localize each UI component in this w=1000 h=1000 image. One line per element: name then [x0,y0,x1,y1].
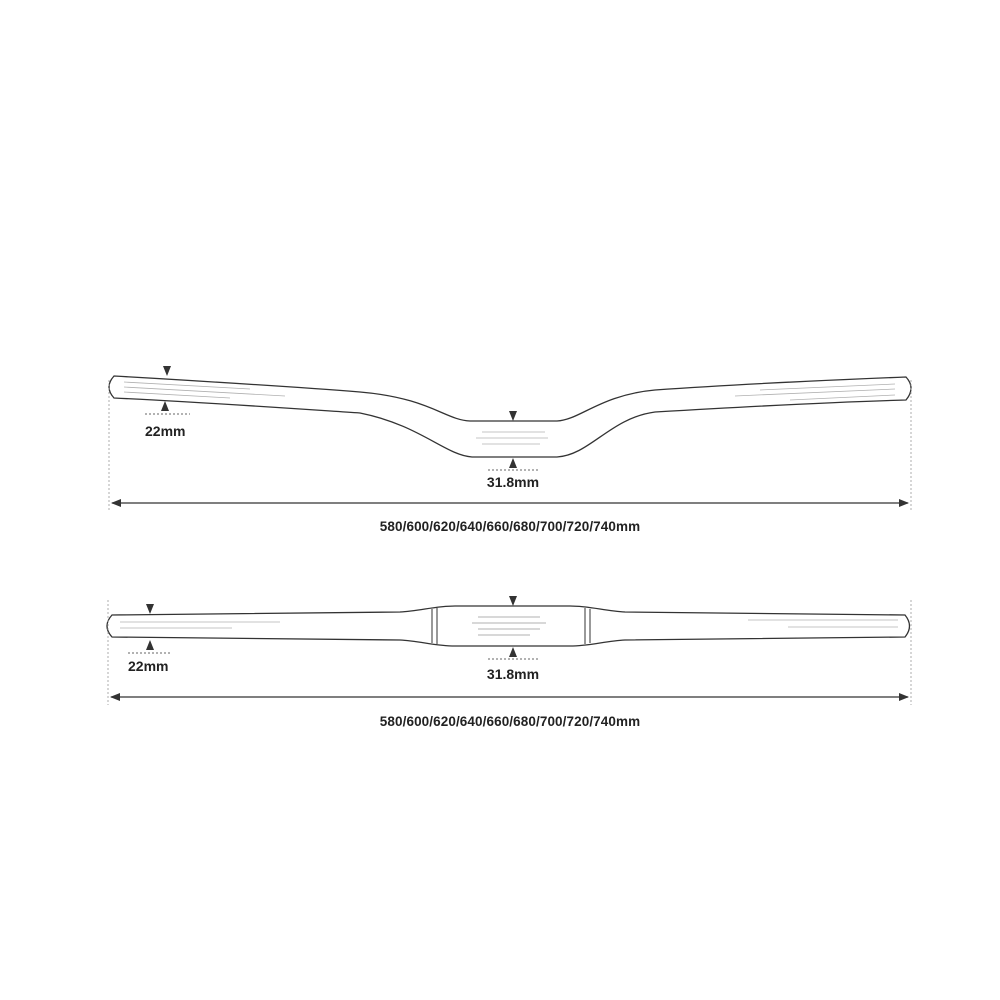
riser-right-hatching [735,384,895,400]
flat-bar-view [107,597,911,729]
riser-grip-diameter-label: 22mm [145,423,186,439]
riser-clamp-dimension [488,411,538,470]
riser-width-dimension [109,380,911,510]
flat-clamp-diameter-label: 31.8mm [486,666,540,682]
riser-width-label: 580/600/620/640/660/680/700/720/740mm [379,519,641,534]
flat-left-hatching [120,622,280,628]
flat-right-hatching [748,620,898,627]
flat-bar-outline [107,606,910,646]
flat-clamp-hatching [472,617,546,635]
riser-bar-view [109,366,911,534]
flat-width-dimension [108,600,911,705]
riser-clamp-hatching [476,432,548,444]
flat-width-label: 580/600/620/640/660/680/700/720/740mm [379,714,641,729]
flat-grip-dimension [128,604,172,653]
flat-grip-diameter-label: 22mm [128,658,169,674]
riser-clamp-diameter-label: 31.8mm [486,474,540,490]
flat-clamp-bands [432,608,590,644]
